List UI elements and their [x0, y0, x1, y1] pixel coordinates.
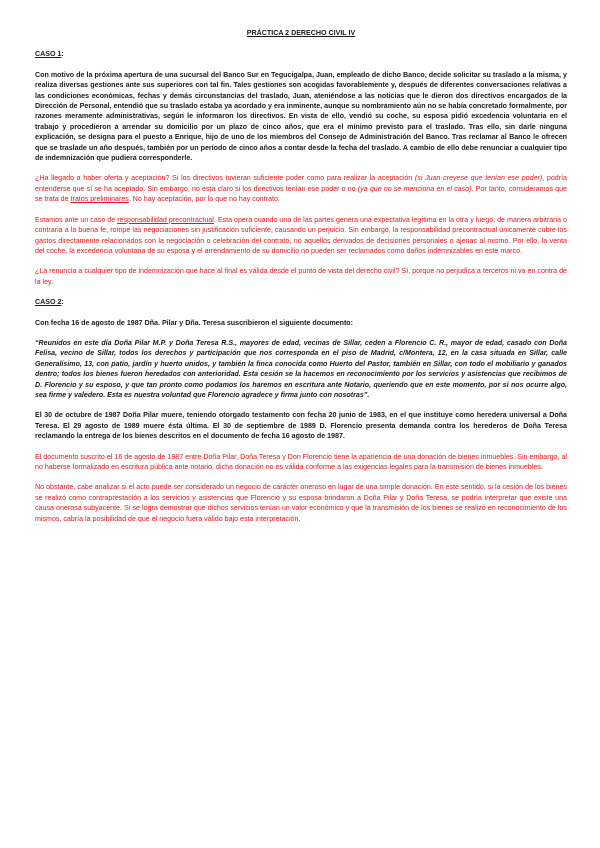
case-2-heading — [35, 297, 567, 307]
case-1-answer-renuncia: ¿La renuncia a cualquier tipo de indemnización que hace al final es válida desde el punto de vista del derecho civil? Sí, porque no perjudica a terceros ni va en contra de la ley. — [35, 267, 567, 286]
answer-text: . Por tanto, consideramos que se trata de — [35, 184, 568, 204]
answer-text: Estamos ante un caso de — [35, 215, 118, 224]
answer-italic-note: (ya que no se menciona en el caso) — [357, 184, 472, 193]
case-2-answer-donation: El documento suscrito el 16 de agosto de 1987 entre Doña Pilar, Doña Teresa y Don Florencio tiene la apariencia de una donación de bienes inmuebles. Sin embargo, al no haberse formalizado en escritura pública ante notario, dicha donación no es válida conforme a las exigencias legales para la transmisión de bienes inmuebles. — [35, 452, 567, 471]
case-1-heading-colon: : — [61, 50, 64, 59]
case-2-facts: El 30 de octubre de 1987 Doña Pilar muere, teniendo otorgado testamento con fecha 20 junio de 1983, en el que instituye como heredera universal a Doña Teresa. El 29 agosto de 1989 muere ésta última. El 30 de septiembre de 1989 D. Florencio presenta demanda contra los herederos de Doña Teresa reclamando la entrega de los bienes descritos en el documento de fecha 16 agosto de 1987. — [35, 411, 567, 441]
case-2-quoted-document: “Reunidos en este día Doña Pilar M.P. y Doña Teresa R.S., mayores de edad, vecinas de Sillar, ceden a Florencio C. R., mayor de edad, casado con Doña Felisa, vecino de Sillar, todos los derechos y participación que nos corresponda en el piso de Madrid, c/Montera, 12, en la casa situada en Sillar, calle Generalísimo, 13, con patio, jardín y huerto unidos, y también la finca conocida como Huerto del Pastor, también en Sillar, con todo el mobiliario y ganados dentro; todos los bienes fueron heredados con anterioridad. Esta cesión se la hacemos en reconocimiento por los servicios y asistencias que recibimos de D. Florencio y su esposo, y que tan pronto como podamos los haremos en escritura ante Notario, queriendo que en este momento, por si nos ocurre algo, sea firme y valedero. Esta es nuestra voluntad que Florencio agradece y firma junto con nosotras”. — [35, 338, 567, 399]
case-1-statement: Con motivo de la próxima apertura de una sucursal del Banco Sur en Tegucigalpa, Juan, empleado de dicho Banco, decide solicitar su traslado a la misma, y realiza diversas gestiones ante sus superiores con tal fin. Tales gestiones son acogidas favorablemente y, después de diferentes conversaciones relativas a las condiciones económicas, fechas y demás circunstancias del traslado, Juan, ateniéndose a las noticias que le dieron dos directivos encargados de la Dirección de Personal, entendió que su traslado estaba ya acordado y era inminente, aunque su nombramiento aún no se había concretado formalmente, por razones meramente administrativas, según le informaron los directivos. En vista de ello, vendió su coche, su esposa pidió excedencia voluntaria en el trabajo y procedieron a arrendar su domicilio por un plazo de cinco años, que era el mínimo previsto para el traslado. Tras ello, sin darle ninguna explicación, se designa para el puesto a Enrique, hijo de uno de los miembros del Consejo de Administración del Banco. Tras reclamar al Banco le ofrecen que se traslade un año después, también por un período de cinco años a contar desde la fecha del traslado. A cambio de ello debe renunciar a cualquier tipo de indemnización que pudiera corresponderle. — [35, 70, 567, 163]
answer-text: . No hay aceptación, por lo que no hay contrato. — [128, 195, 280, 204]
case-2-answer-onerous: No obstante, cabe analizar si el acto puede ser considerado un negocio de carácter oneroso en lugar de una simple donación. En este sentido, si la cesión de los bienes se realizó como contraprestación a los servicios y asistencias que Florencio y su esposa brindaron a Doña Pilar y Doña Teresa, se podría interpretar que existe una causa onerosa subyacente. Si se logra demostrar que dichos servicios tenían un valor económico y que la transmisión de los bienes se realizó en reconocimiento de los mismos, cabría la posibilidad de que el negocio fuera válido bajo esta interpretación. — [35, 483, 567, 523]
answer-italic-note: (si Juan creyese que tenían ese poder) — [414, 174, 543, 183]
case-2-heading-label: CASO 2 — [35, 298, 62, 307]
answer-text: , podría entenderse que sí se ha aceptado. Sin embargo, no está claro si los directivos tenían ese poder o no — [35, 174, 568, 193]
case-1-answer-precontractual — [35, 215, 567, 257]
answer-underlined-term: tratos preliminares — [70, 195, 129, 204]
case-1-heading-label: CASO 1 — [35, 50, 62, 59]
answer-underlined-term: responsabilidad precontractual — [117, 215, 214, 224]
answer-text: . Esta opera cuando una de las partes genera una expectativa legítima en la otra y luego, de manera arbitraria o contraria a la buena fe, rompe las negociaciones sin justificación suficiente, causando un perjuicio. Sin embargo, la responsabilidad precontractual únicamente cubre los gastos directamente relacionados con la negociación o celebración del contrato, no aquellos derivados de decisiones personales o ajenas al mismo. Por ello, la venta del coche, la excedencia voluntaria de su esposa y el arrendamiento de su domicilio no pueden ser reclamados como daños indemnizables en este marco. — [35, 215, 568, 255]
case-2-heading-colon: : — [61, 298, 64, 307]
case-2-intro: Con fecha 16 de agosto de 1987 Dña. Pilar y Dña. Teresa suscribieron el siguiente documento: — [35, 318, 353, 327]
case-1-heading — [35, 49, 567, 59]
answer-text: ¿Ha llegado a haber oferta y aceptación? Si los directivos tuvieran suficiente poder como para realizar la aceptación — [35, 174, 415, 183]
case-1-answer-offer-acceptance — [35, 173, 567, 204]
document-title: PRÁCTICA 2 DERECHO CIVIL IV — [246, 29, 356, 37]
